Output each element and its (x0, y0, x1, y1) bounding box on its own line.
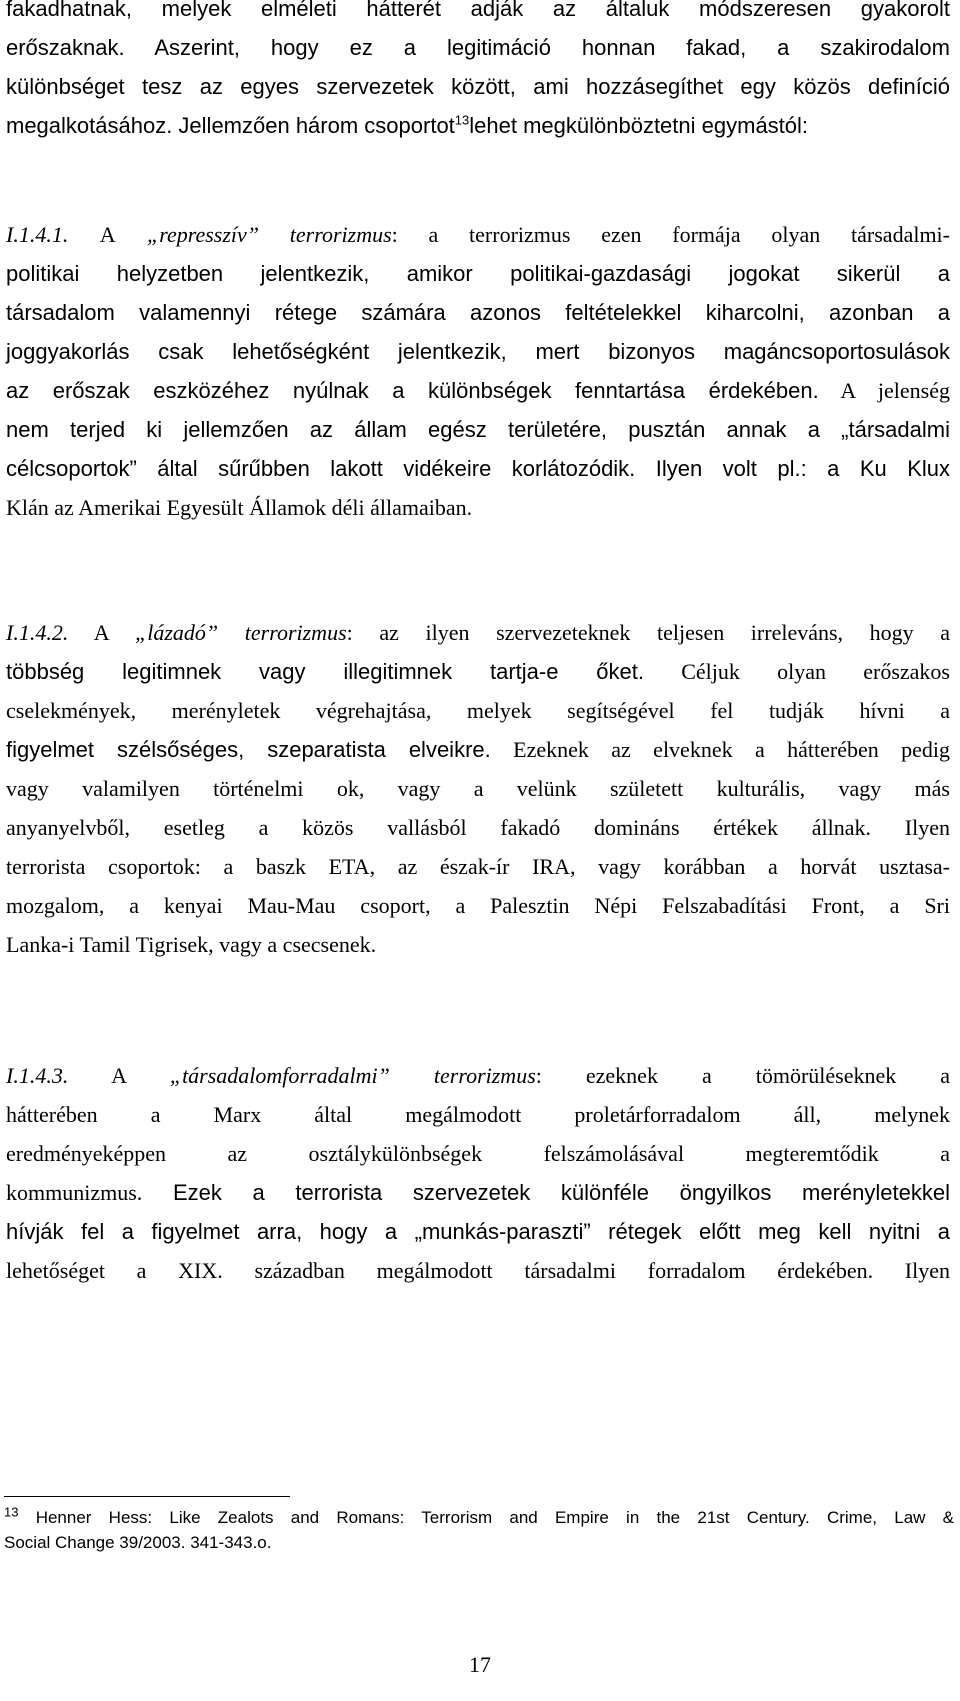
text-line: Klán az Amerikai Egyesült Államok déli államaiban. (6, 495, 473, 520)
text-line: Lanka-i Tamil Tigrisek, vagy a csecsenek. (6, 932, 377, 957)
text-fragment: megalkotásához. Jellemzően három csoportot (6, 113, 455, 138)
text-fragment: A (93, 620, 109, 645)
text-line: eredményeképpen az osztálykülönbségek felszámolásával megteremtődik a (6, 1141, 950, 1166)
text-fragment: : ezeknek a tömörüléseknek a (535, 1063, 951, 1088)
text-line (6, 106, 950, 145)
text-fragment: az erőszak eszközéhez nyúlnak a különbségek fenntartása érdekében. (6, 378, 819, 403)
intro-paragraph (6, 0, 950, 145)
text-line: anyanyelvből, esetleg a közös vallásból fakadó domináns értékek állnak. Ilyen (6, 815, 950, 840)
text-fragment: A (99, 222, 116, 247)
footnote-divider (4, 1496, 290, 1497)
text-line: társadalom valamennyi rétege számára azonos feltételekkel kiharcolni, azonban a (6, 300, 950, 325)
text-fragment: A (111, 1063, 126, 1088)
section-number: I.1.4.3. (6, 1063, 69, 1088)
text-line: terrorista csoportok: a baszk ETA, az észak-ír IRA, vagy korábban a horvát usztasa- (6, 854, 950, 879)
section-repressziv (6, 215, 950, 527)
page-number: 17 (469, 1652, 491, 1677)
section-number: I.1.4.2. (6, 620, 69, 645)
text-line: politikai helyzetben jelentkezik, amikor politikai-gazdasági jogokat sikerül a (6, 261, 950, 286)
footnote-marker: 13 (4, 1504, 19, 1520)
text-line: célcsoportok” által sűrűbben lakott vidékeire korlátozódik. Ilyen volt pl.: a Ku Klux (6, 456, 950, 481)
text-line: mozgalom, a kenyai Mau-Mau csoport, a Palesztin Népi Felszabadítási Front, a Sri (6, 893, 950, 918)
text-line: erőszaknak. Aszerint, hogy ez a legitimáció honnan fakad, a szakirodalom (6, 35, 950, 60)
text-line (6, 652, 950, 691)
section-term: „represszív” terrorizmus (146, 222, 392, 247)
section-lazado (6, 613, 950, 964)
text-line (6, 613, 950, 652)
text-line (6, 1056, 950, 1095)
text-fragment: Ezeknek az elveknek a hátterében pedig (490, 737, 950, 762)
text-line: vagy valamilyen történelmi ok, vagy a velünk született kulturális, vagy más (6, 776, 950, 801)
text-fragment: A jelenség (818, 378, 950, 403)
text-line: lehetőséget a XIX. században megálmodott társadalmi forradalom érdekében. Ilyen (6, 1258, 950, 1283)
text-fragment: kommunizmus. (6, 1180, 143, 1205)
text-fragment: : a terrorizmus ezen formája olyan társadalmi- (391, 222, 950, 247)
text-line: joggyakorlás csak lehetőségként jelentkezik, mert bizonyos magáncsoportosulások (6, 339, 950, 364)
text-fragment: Henner Hess: Like Zealots and Romans: Terrorism and Empire in the 21st Century. Crime, Law & (18, 1508, 954, 1527)
section-term: „társadalomforradalmi” terrorizmus (169, 1063, 536, 1088)
text-fragment: Céljuk olyan erőszakos (644, 659, 950, 684)
text-line: nem terjed ki jellemzően az állam egész területére, pusztán annak a „társadalmi (6, 417, 950, 442)
footnote (4, 1505, 954, 1555)
section-tarsadalomforradalmi (6, 1056, 950, 1290)
text-fragment: : az ilyen szervezeteknek teljesen irreleváns, hogy a (346, 620, 951, 645)
text-line: cselekmények, merényletek végrehajtása, melyek segítségével fel tudják hívni a (6, 698, 950, 723)
text-line (6, 371, 950, 410)
footnote-reference: 13 (454, 112, 470, 128)
text-fragment: Ezek a terrorista szervezetek különféle öngyilkos merényletekkel (142, 1180, 950, 1205)
text-fragment: többség legitimnek vagy illegitimnek tartja-e őket. (6, 659, 645, 684)
text-line: hívják fel a figyelmet arra, hogy a „munkás-paraszti” rétegek előtt meg kell nyitni a (6, 1219, 950, 1244)
text-line: fakadhatnak, melyek elméleti hátterét adják az általuk módszeresen gyakorolt (6, 0, 950, 21)
text-line (6, 215, 950, 254)
text-line (6, 1173, 950, 1212)
text-fragment: figyelmet szélsőséges, szeparatista elveikre. (6, 737, 491, 762)
section-number: I.1.4.1. (6, 222, 69, 247)
text-fragment: lehet megkülönböztetni egymástól: (469, 113, 809, 138)
text-line: különbséget tesz az egyes szervezetek között, ami hozzásegíthet egy közös definíció (6, 74, 950, 99)
section-term: „lázadó” terrorizmus (135, 620, 347, 645)
footnote-line: Social Change 39/2003. 341-343.o. (4, 1533, 272, 1552)
footnote-line (4, 1505, 954, 1530)
text-line (6, 730, 950, 769)
text-line: hátterében a Marx által megálmodott proletárforradalom áll, melynek (6, 1102, 950, 1127)
